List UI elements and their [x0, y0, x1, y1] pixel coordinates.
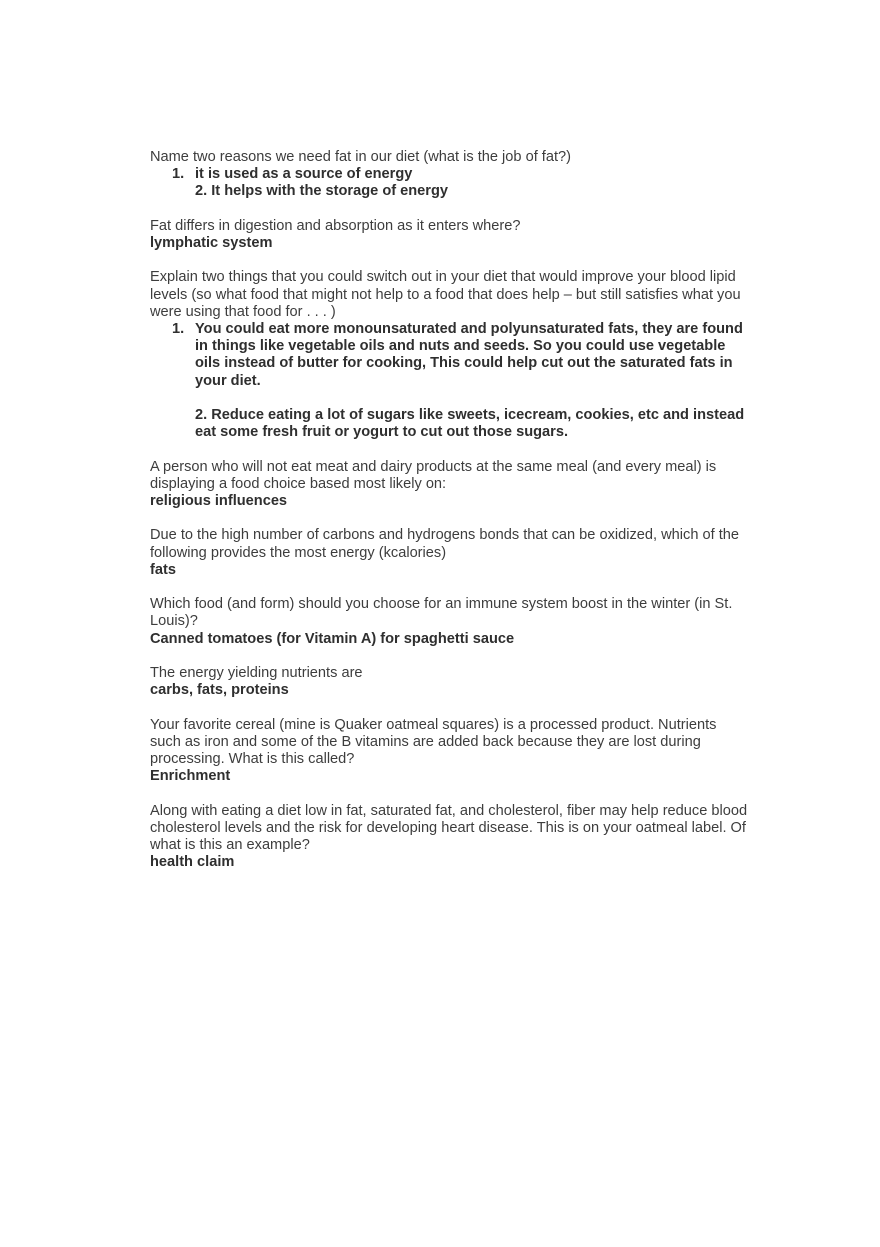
qa-block-9: [150, 803, 750, 872]
answer-3-item-1-number: 1.: [172, 321, 185, 337]
answer-3-item-2: [150, 407, 750, 441]
answer-3-item-2-text: 2. Reduce eating a lot of sugars like sweets, icecream, cookies, etc and instead eat some fresh fruit or yogurt to cut out those sugars.: [195, 407, 745, 441]
answer-6: Canned tomatoes (for Vitamin A) for spaghetti sauce: [150, 630, 515, 647]
answer-3-item-1: [150, 321, 750, 390]
question-6: Which food (and form) should you choose for an immune system boost in the winter (in St. Louis)?: [150, 596, 733, 630]
answer-8: Enrichment: [150, 768, 231, 785]
qa-block-6: [150, 596, 750, 648]
qa-block-5: [150, 527, 750, 579]
question-9: Along with eating a diet low in fat, saturated fat, and cholesterol, fiber may help reduce blood cholesterol levels and the risk for developing heart disease. This is on your oatmeal label. Of what is this an example?: [150, 802, 748, 853]
answer-2: lymphatic system: [150, 235, 273, 251]
answer-1-item-1: [150, 166, 750, 183]
question-3: Explain two things that you could switch out in your diet that would improve your blood lipid levels (so what food that might not help to a food that does help – but still satisfies what you were using that food for . . . ): [150, 269, 741, 320]
qa-block-3: [150, 269, 750, 441]
qa-block-8: [150, 717, 750, 786]
answer-5: fats: [150, 561, 176, 578]
answer-1-item-1-text: it is used as a source of energy: [195, 166, 413, 183]
question-1: Name two reasons we need fat in our diet (what is the job of fat?): [150, 149, 572, 165]
answer-3-item-1-text: You could eat more monounsaturated and polyunsaturated fats, they are found in things like vegetable oils and nuts and seeds. So you could use vegetable oils instead of butter for cooking, This could help cut out the saturated fats in your diet.: [195, 321, 743, 389]
answer-3-spacer: [150, 390, 750, 407]
answer-4: religious influences: [150, 493, 288, 509]
answer-1-item-1-number: 1.: [172, 166, 185, 183]
question-4: A person who will not eat meat and dairy products at the same meal (and every meal) is displaying a food choice based most likely on:: [150, 458, 717, 492]
answer-1-item-2: [150, 183, 750, 200]
answer-9: health claim: [150, 854, 235, 871]
question-8: Your favorite cereal (mine is Quaker oatmeal squares) is a processed product. Nutrients such as iron and some of the B vitamins are added back because they are lost during processing. What is this called?: [150, 716, 717, 767]
qa-block-4: [150, 459, 750, 511]
answer-1-item-2-text: 2. It helps with the storage of energy: [195, 183, 449, 200]
qa-block-7: [150, 665, 750, 699]
question-7: The energy yielding nutrients are: [150, 664, 363, 681]
answer-list-1: [150, 166, 750, 200]
answer-7: carbs, fats, proteins: [150, 682, 289, 699]
question-2: Fat differs in digestion and absorption as it enters where?: [150, 217, 521, 234]
answer-list-3: [150, 321, 750, 441]
document-content: [150, 149, 750, 889]
qa-block-2: [150, 218, 750, 252]
qa-block-1: [150, 149, 750, 201]
question-5: Due to the high number of carbons and hydrogens bonds that can be oxidized, which of the following provides the most energy (kcalories): [150, 527, 740, 561]
